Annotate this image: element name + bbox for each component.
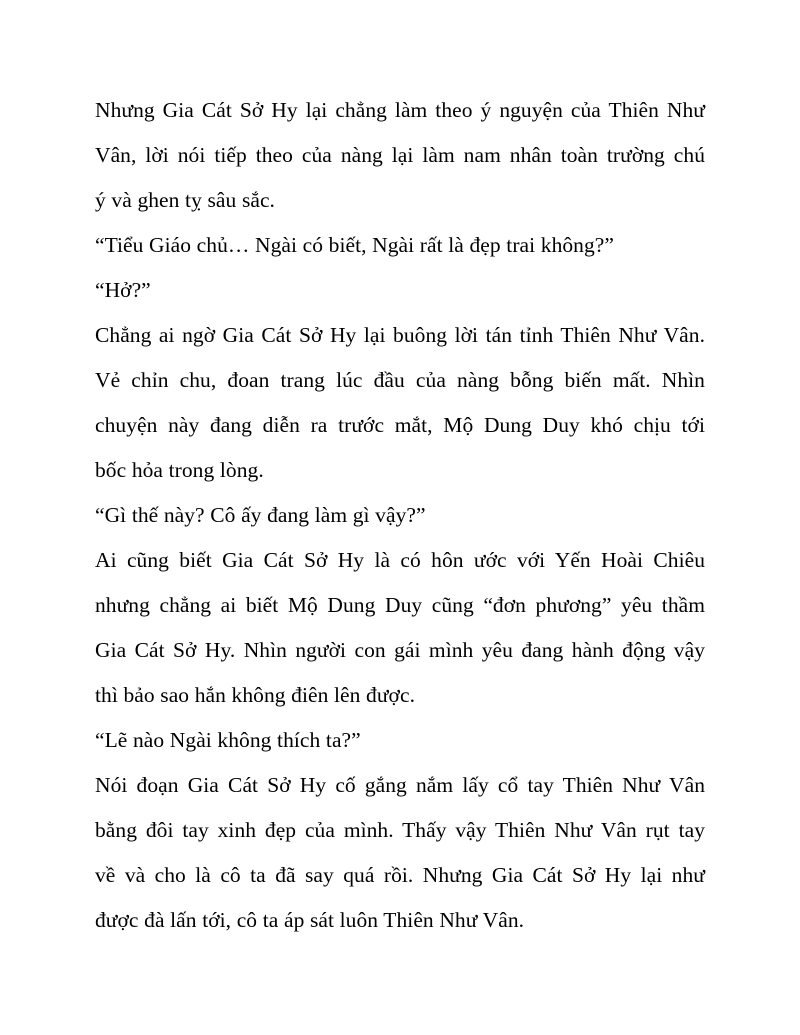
text-line: bằng đôi tay xinh đẹp của mình. Thấy vậy Thiên Như Vân rụt tay	[95, 818, 705, 842]
text-line: Nói đoạn Gia Cát Sở Hy cố gắng nắm lấy cổ tay Thiên Như Vân	[95, 773, 705, 797]
paragraph-dialogue	[95, 268, 705, 313]
text-line: Chẳng ai ngờ Gia Cát Sở Hy lại buông lời tán tỉnh Thiên Như Vân.	[95, 323, 705, 347]
text-line: chuyện này đang diễn ra trước mắt, Mộ Dung Duy khó chịu tới	[95, 413, 705, 437]
paragraph-dialogue	[95, 493, 705, 538]
text-line: Vân, lời nói tiếp theo của nàng lại làm nam nhân toàn trường chú	[95, 143, 705, 167]
text-line: về và cho là cô ta đã say quá rồi. Nhưng Gia Cát Sở Hy lại như	[95, 863, 705, 887]
text-line: được đà lấn tới, cô ta áp sát luôn Thiên Như Vân.	[95, 908, 525, 932]
text-line: Gia Cát Sở Hy. Nhìn người con gái mình yêu đang hành động vậy	[95, 638, 705, 662]
text-line: “Gì thế này? Cô ấy đang làm gì vậy?”	[95, 503, 426, 527]
text-line: Ai cũng biết Gia Cát Sở Hy là có hôn ước với Yến Hoài Chiêu	[95, 548, 705, 572]
text-line: nhưng chẳng ai biết Mộ Dung Duy cũng “đơn phương” yêu thầm	[95, 593, 705, 617]
paragraph-dialogue	[95, 718, 705, 763]
paragraph-dialogue	[95, 223, 705, 268]
text-line: “Lẽ nào Ngài không thích ta?”	[95, 728, 361, 752]
text-line: ý và ghen tỵ sâu sắc.	[95, 188, 275, 212]
text-line: “Tiểu Giáo chủ… Ngài có biết, Ngài rất là đẹp trai không?”	[95, 233, 614, 257]
paragraph-narrative	[95, 88, 705, 223]
text-line: Vẻ chỉn chu, đoan trang lúc đầu của nàng bỗng biến mất. Nhìn	[95, 368, 705, 392]
text-line: thì bảo sao hắn không điên lên được.	[95, 683, 415, 707]
paragraph-narrative	[95, 538, 705, 718]
text-line: bốc hỏa trong lòng.	[95, 458, 264, 482]
paragraph-narrative	[95, 763, 705, 943]
text-line: “Hở?”	[95, 278, 151, 302]
paragraph-narrative	[95, 313, 705, 493]
text-line: Nhưng Gia Cát Sở Hy lại chẳng làm theo ý nguyện của Thiên Như	[95, 98, 705, 122]
document-text-body	[95, 88, 705, 943]
